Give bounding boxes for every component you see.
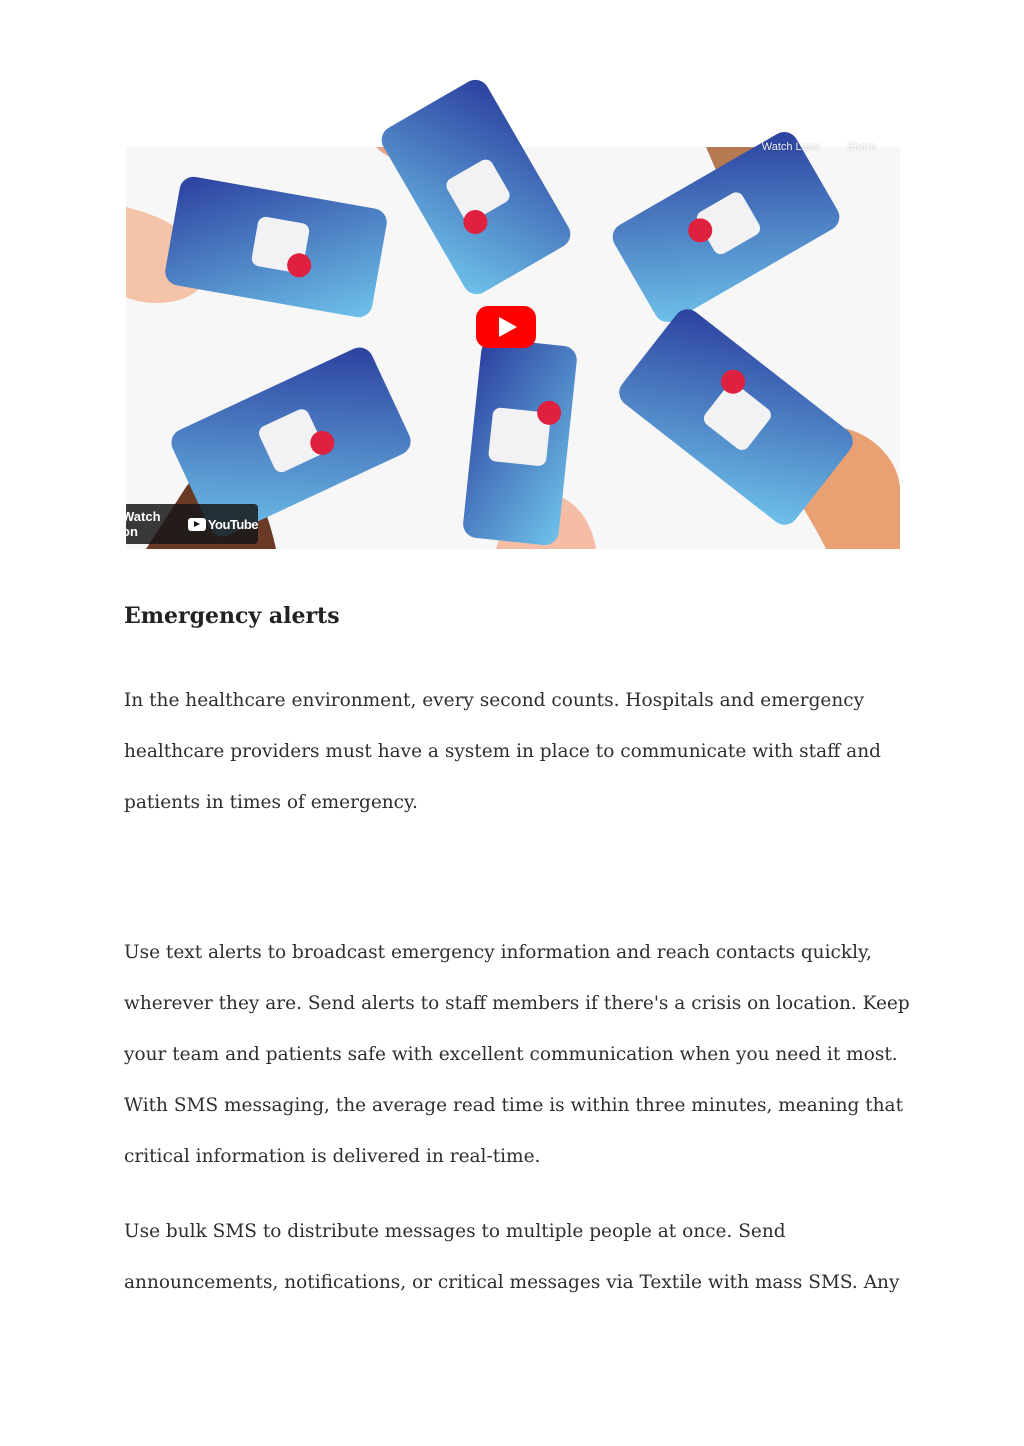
paragraph-line: patients in times of emergency. [124, 792, 418, 813]
paragraph-line: In the healthcare environment, every second counts. Hospitals and emergency [124, 690, 865, 711]
youtube-play-icon [188, 518, 206, 531]
play-button[interactable] [476, 306, 536, 348]
top-actions [762, 141, 876, 153]
play-icon [499, 317, 517, 337]
paragraph-1 [124, 675, 904, 828]
paragraph-line: Use text alerts to broadcast emergency information and reach contacts quickly, [124, 942, 872, 963]
paragraph-line: wherever they are. Send alerts to staff members if there's a crisis on location. Keep [124, 993, 910, 1014]
paragraph-2 [124, 927, 910, 1182]
video-embed[interactable] [122, 141, 900, 549]
share-button[interactable]: Share [846, 141, 876, 153]
paragraph-3 [124, 1206, 904, 1308]
section-heading: Emergency alerts [124, 603, 340, 629]
paragraph-line: Use bulk SMS to distribute messages to multiple people at once. Send [124, 1221, 786, 1242]
video-thumbnail [126, 147, 900, 549]
youtube-wordmark: YouTube [207, 516, 258, 532]
watch-on-youtube-button[interactable] [122, 504, 258, 544]
paragraph-line: healthcare providers must have a system in place to communicate with staff and [124, 741, 881, 762]
watch-later-button[interactable]: Watch Later [761, 141, 821, 153]
watch-on-label: Watch on [122, 509, 161, 539]
paragraph-line: your team and patients safe with excellent communication when you need it most. [124, 1044, 898, 1065]
paragraph-line: With SMS messaging, the average read time is within three minutes, meaning that [124, 1095, 904, 1116]
youtube-logo [188, 517, 258, 532]
paragraph-line: announcements, notifications, or critical messages via Textile with mass SMS. Any [124, 1272, 900, 1293]
paragraph-line: critical information is delivered in real-time. [124, 1146, 541, 1167]
